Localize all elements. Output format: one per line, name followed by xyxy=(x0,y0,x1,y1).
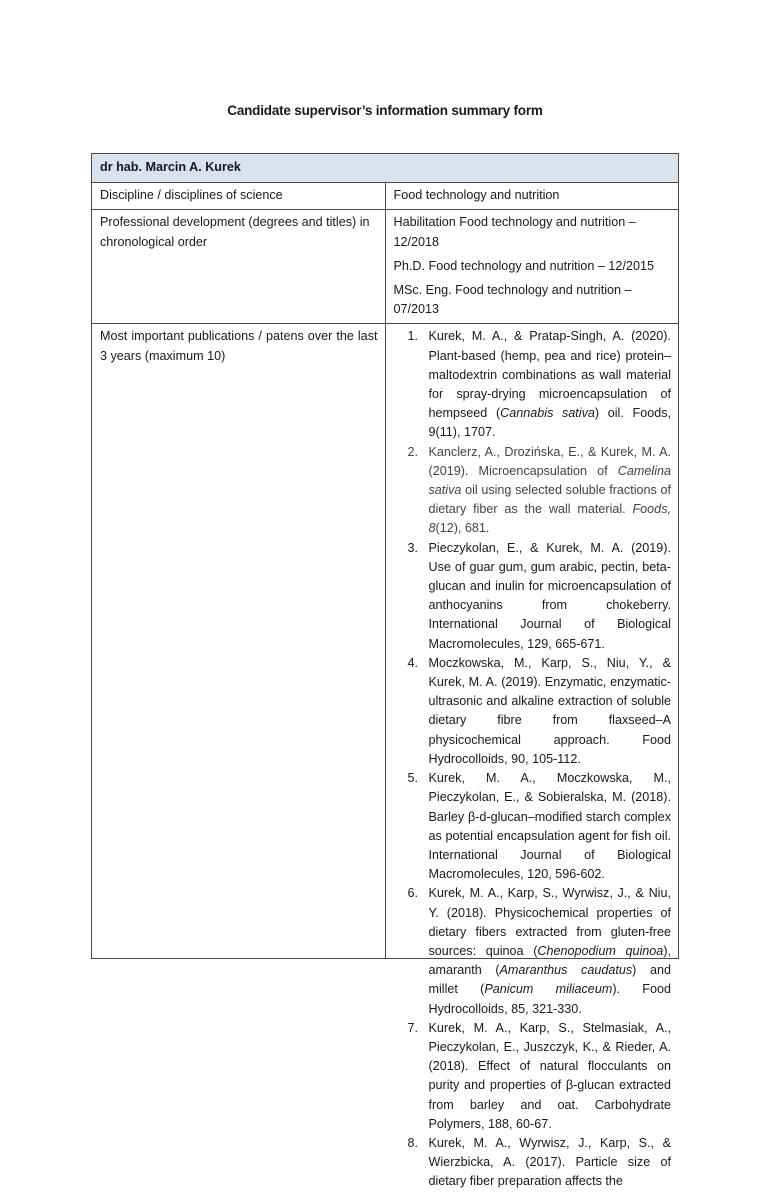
publication-item: 3. Pieczykolan, E., & Kurek, M. A. (2019). Use of guar gum, gum arabic, pectin, beta-glucan and inulin for microencapsulation of anthocyanins from chokeberry. International Journal of Biological Macromolecules, 129, 665-671. xyxy=(422,539,672,654)
publication-item: 7. Kurek, M. A., Karp, S., Stelmasiak, A., Pieczykolan, E., Juszczyk, K., & Rieder, A. (2018). Effect of natural flocculants on purity and properties of β-glucan extracted from barley and oat. Carbohydrate Polymers, 188, 60-67. xyxy=(422,1019,672,1134)
publications-list xyxy=(394,327,672,1191)
discipline-row xyxy=(92,183,679,210)
publication-item: 5. Kurek, M. A., Moczkowska, M., Pieczykolan, E., & Sobieralska, M. (2018). Barley β-d-glucan–modified starch complex as potential encapsulation agent for fish oil. International Journal of Biological Macromolecules, 120, 596-602. xyxy=(422,769,672,884)
publication-item: 4. Moczkowska, M., Karp, S., Niu, Y., & Kurek, M. A. (2019). Enzymatic, enzymatic-ultrasonic and alkaline extraction of soluble dietary fibre from flaxseed–A physicochemical approach. Food Hydrocolloids, 90, 105-112. xyxy=(422,654,672,769)
page-title: Candidate supervisor’s information summary form xyxy=(227,103,543,118)
degree-entry: Habilitation Food technology and nutrition – 12/2018 xyxy=(393,215,636,249)
publication-item: 6. Kurek, M. A., Karp, S., Wyrwisz, J., & Niu, Y. (2018). Physicochemical properties of dietary fibers extracted from gluten-free sources: quinoa (Chenopodium quinoa), amaranth (Amaranthus caudatus) and millet (Panicum miliaceum). Food Hydrocolloids, 85, 321-330. xyxy=(422,884,672,1018)
table-header-row xyxy=(92,154,679,183)
publications-label: Most important publications / patens over the last 3 years (maximum 10) xyxy=(92,324,386,959)
degree-entry: Ph.D. Food technology and nutrition – 12/2015 xyxy=(393,258,654,273)
degree-entry: MSc. Eng. Food technology and nutrition – 07/2013 xyxy=(393,283,632,317)
publication-item: 1. Kurek, M. A., & Pratap-Singh, A. (2020). Plant-based (hemp, pea and rice) protein–maltodextrin combinations as wall material for spray-drying microencapsulation of hempseed (Cannabis sativa) oil. Foods, 9(11), 1707. xyxy=(422,327,672,442)
publication-item: 2. Kanclerz, A., Drozińska, E., & Kurek, M. A. (2019). Microencapsulation of Camelina sativa oil using selected soluble fractions of dietary fiber as the wall material. Foods, 8(12), 681. xyxy=(422,443,672,539)
publication-item: 8. Kurek, M. A., Wyrwisz, J., Karp, S., & Wierzbicka, A. (2017). Particle size of dietary fiber preparation affects the xyxy=(422,1134,672,1192)
professional-development-entries xyxy=(385,210,679,324)
publications-row xyxy=(92,324,679,959)
professional-development-label: Professional development (degrees and titles) in chronological order xyxy=(92,210,386,324)
discipline-value: Food technology and nutrition xyxy=(385,183,679,210)
summary-table xyxy=(91,153,679,1189)
publications-cell xyxy=(385,324,679,1189)
professional-development-row xyxy=(92,210,679,324)
supervisor-name: dr hab. Marcin A. Kurek xyxy=(92,154,679,183)
discipline-label: Discipline / disciplines of science xyxy=(92,183,386,210)
